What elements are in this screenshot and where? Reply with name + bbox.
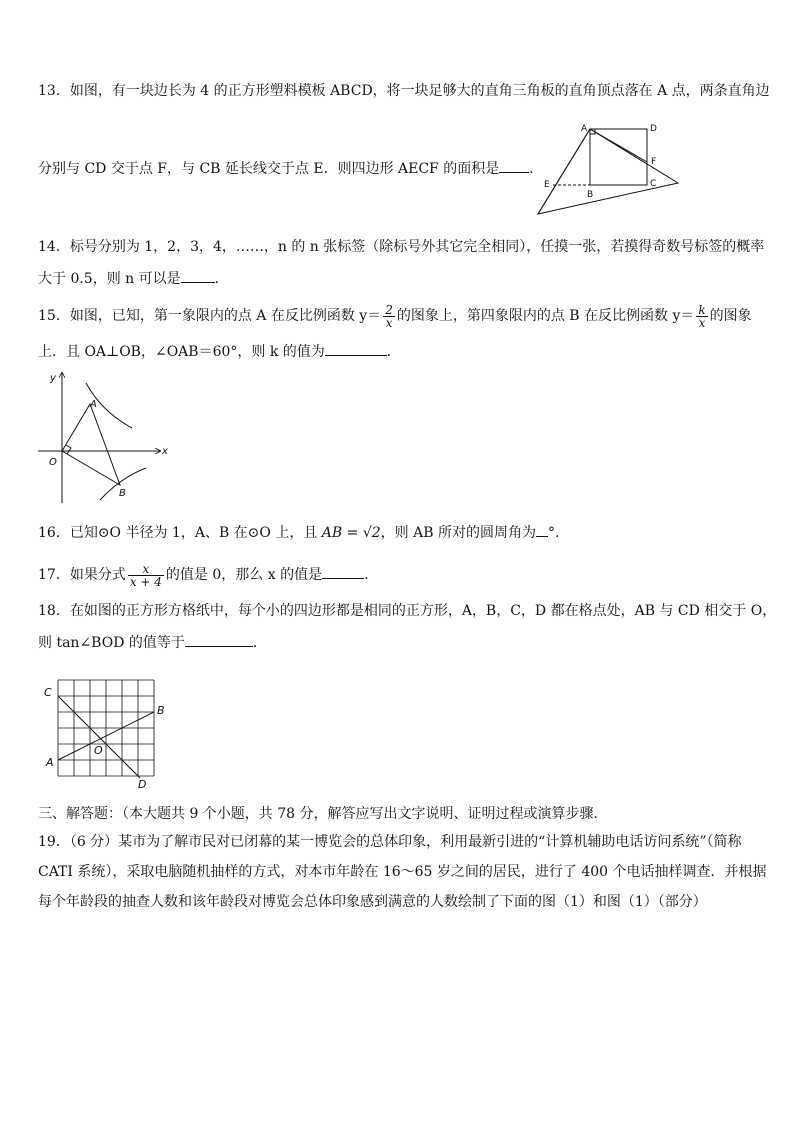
q18-label-d: D: [138, 778, 147, 791]
q15-label-x: x: [162, 446, 168, 457]
q14-line1: 14．标号分别为 1，2，3，4，……，n 的 n 张标签（除标号外其它完全相同），任摸一张，若摸得奇数号标签的概率: [38, 239, 765, 255]
q15-label-o: O: [49, 457, 57, 468]
q15-frac1-num: 2: [385, 302, 393, 317]
q14-line2-end: ．: [214, 271, 229, 287]
q19-line3: 每个年龄段的抽查人数和该年龄段对博览会总体印象感到满意的人数绘制了下面的图（1）和图（1）（部分）: [38, 894, 707, 910]
q18-line2-text: 则 tan∠BOD 的值等于: [38, 635, 185, 651]
q18-line2-end: ．: [252, 635, 267, 651]
q17-end: .: [364, 567, 369, 583]
q13-label-f: F: [651, 157, 657, 167]
q15-line2-text: 上．且 OA⊥OB，∠OAB＝60°，则 k 的值为: [38, 344, 325, 360]
q15-line2-end: ．: [386, 344, 401, 360]
q16-part2: ，则 AB 所对的圆周角为: [380, 525, 536, 541]
q13-line1: 13．如图，有一块边长为 4 的正方形塑料模板 ABCD，将一块足够大的直角三角板的直角顶点落在 A 点，两条直角边: [38, 83, 770, 99]
q13-line2-end: ．: [529, 161, 544, 177]
q13-label-e: E: [544, 180, 550, 190]
q17-frac-den: x + 4: [129, 574, 162, 589]
q15-frac1-den: x: [383, 316, 395, 329]
q13-label-a: A: [581, 124, 588, 134]
q19-line2: CATI 系统），采取电脑随机抽样的方式，对本市年龄在 16～65 岁之间的居民，进行了 400 个电话抽样调查．并根据: [38, 864, 767, 880]
q15-part2: 的图象上，第四象限内的点 B 在反比例函数 y＝: [396, 308, 695, 324]
q13-line2-text: 分别与 CD 交于点 F，与 CB 延长线交于点 E．则四边形 AECF 的面积是: [38, 161, 500, 177]
q15-label-a: A: [90, 399, 97, 410]
q13-label-d: D: [650, 124, 657, 134]
q15-frac2-num: k: [698, 302, 706, 317]
q19-line1: 19．（6 分）某市为了解市民对已闭幕的某一博览会的总体印象，利用最新引进的“计算机辅助电话访问系统”（简称: [38, 834, 742, 850]
q18-line-cd: [58, 696, 140, 778]
q15-frac2-den: x: [696, 316, 707, 329]
q17-part2: 的值是 0，那么 x 的值是: [165, 567, 323, 583]
q18-label-o: O: [94, 744, 103, 757]
q18-label-b: B: [157, 704, 165, 717]
q15-label-b: B: [119, 488, 126, 499]
q18-label-c: C: [44, 686, 52, 699]
q16-part1: 16．已知⊙O 半径为 1，A、B 在⊙O 上，且: [38, 525, 318, 541]
q17-frac-num: x: [142, 561, 150, 576]
section3-title: 三、解答题：（本大题共 9 个小题，共 78 分，解答应写出文字说明、证明过程或演算步骤．: [38, 806, 608, 822]
q15-part3: 的图象: [709, 308, 752, 324]
q17-part1: 17．如果分式: [38, 567, 126, 583]
q16-part3: °.: [547, 525, 560, 541]
q13-label-b: B: [587, 190, 594, 200]
q14-line2-text: 大于 0.5，则 n 可以是: [38, 271, 181, 287]
q18-line1: 18．在如图的正方形方格纸中，每个小的四边形都是相同的正方形，A，B，C，D 都在格点处，AB 与 CD 相交于 O，: [38, 603, 777, 619]
q16-math-ab-sqrt2: AB = √2: [321, 525, 381, 541]
q15-part1: 15．如图，已知，第一象限内的点 A 在反比例函数 y＝: [38, 308, 382, 324]
q18-label-a: A: [46, 756, 54, 769]
q15-label-y: y: [50, 373, 56, 384]
q13-label-c: C: [650, 179, 657, 189]
